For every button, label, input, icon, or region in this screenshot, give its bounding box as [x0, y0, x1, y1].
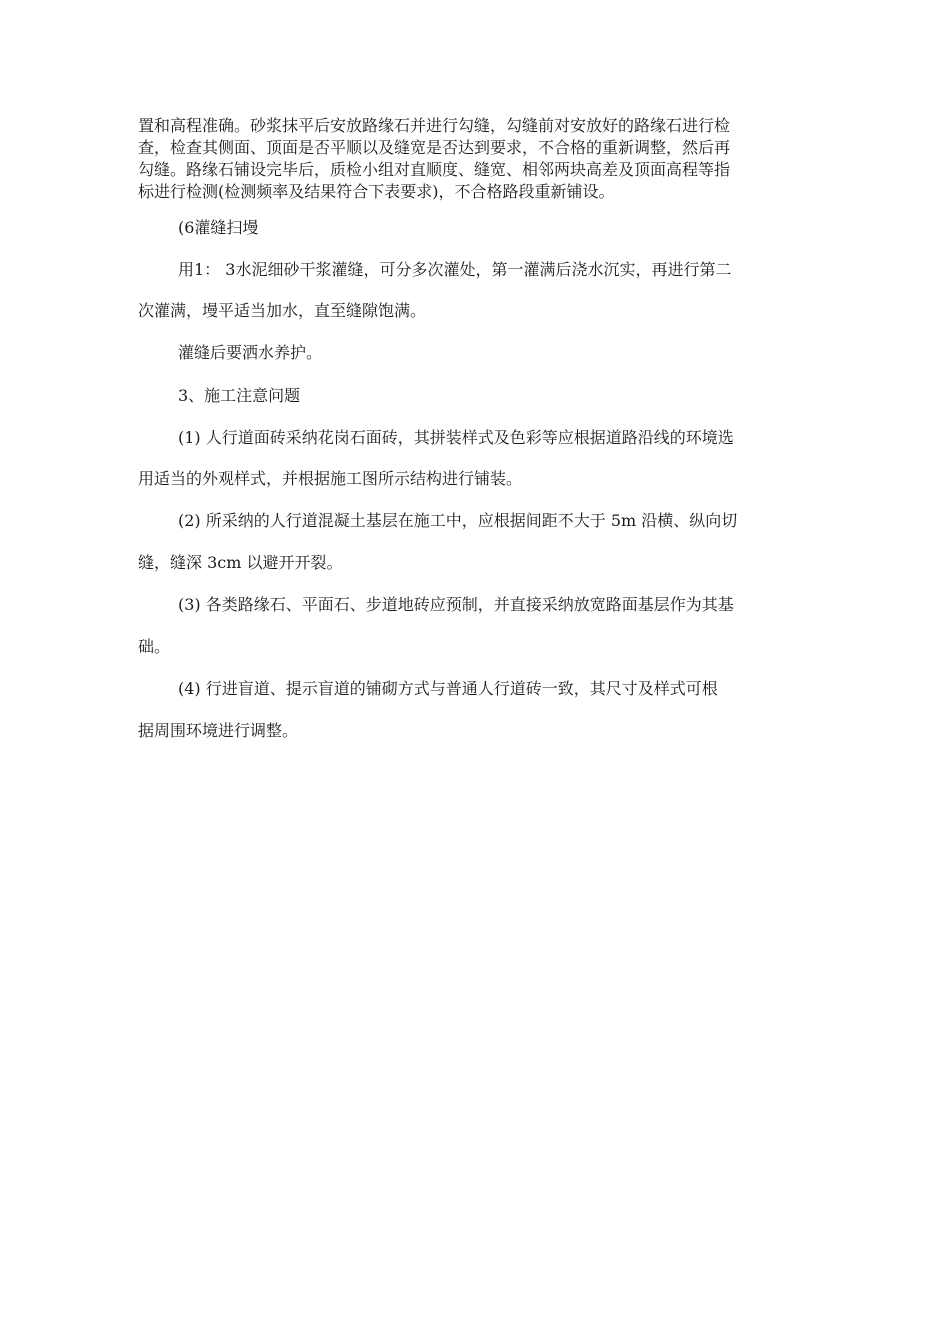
text-line: 勾缝。路缘石铺设完毕后，质检小组对直顺度、缝宽、相邻两块高差及顶面高程等指	[138, 160, 731, 179]
paragraph-line: 灌缝后要洒水养护。	[178, 343, 323, 362]
list-item-1: (1) 人行道面砖采纳花岗石面砖，其拼装样式及色彩等应根据道路沿线的环境选	[178, 428, 734, 447]
list-item-2: (2) 所采纳的人行道混凝土基层在施工中，应根据间距不大于 5m 沿横、纵向切	[178, 511, 738, 530]
list-item-3-cont: 础。	[138, 637, 171, 656]
list-item-2-cont: 缝，缝深 3cm 以避开开裂。	[138, 553, 343, 572]
section-heading-6: (6灌缝扫墁	[178, 218, 259, 237]
paragraph-line: 次灌满，墁平适当加水，直至缝隙饱满。	[138, 301, 427, 320]
text-line: 标进行检测(检测频率及结果符合下表要求)，不合格路段重新铺设。	[138, 182, 615, 201]
section-heading-3: 3、施工注意问题	[178, 386, 301, 405]
text-line: 置和高程准确。砂浆抹平后安放路缘石并进行勾缝，勾缝前对安放好的路缘石进行检	[138, 116, 731, 135]
paragraph-line: 用1： 3水泥细砂干浆灌缝，可分多次灌处，第一灌满后浇水沉实，再进行第二	[178, 260, 732, 279]
list-item-1-cont: 用适当的外观样式，并根据施工图所示结构进行铺装。	[138, 469, 523, 488]
list-item-4-cont: 据周围环境进行调整。	[138, 721, 299, 740]
list-item-3: (3) 各类路缘石、平面石、步道地砖应预制，并直接采纳放宽路面基层作为其基	[178, 595, 734, 614]
list-item-4: (4) 行进盲道、提示盲道的铺砌方式与普通人行道砖一致，其尺寸及样式可根	[178, 679, 718, 698]
text-line: 查，检查其侧面、顶面是否平顺以及缝宽是否达到要求，不合格的重新调整，然后再	[138, 138, 731, 157]
